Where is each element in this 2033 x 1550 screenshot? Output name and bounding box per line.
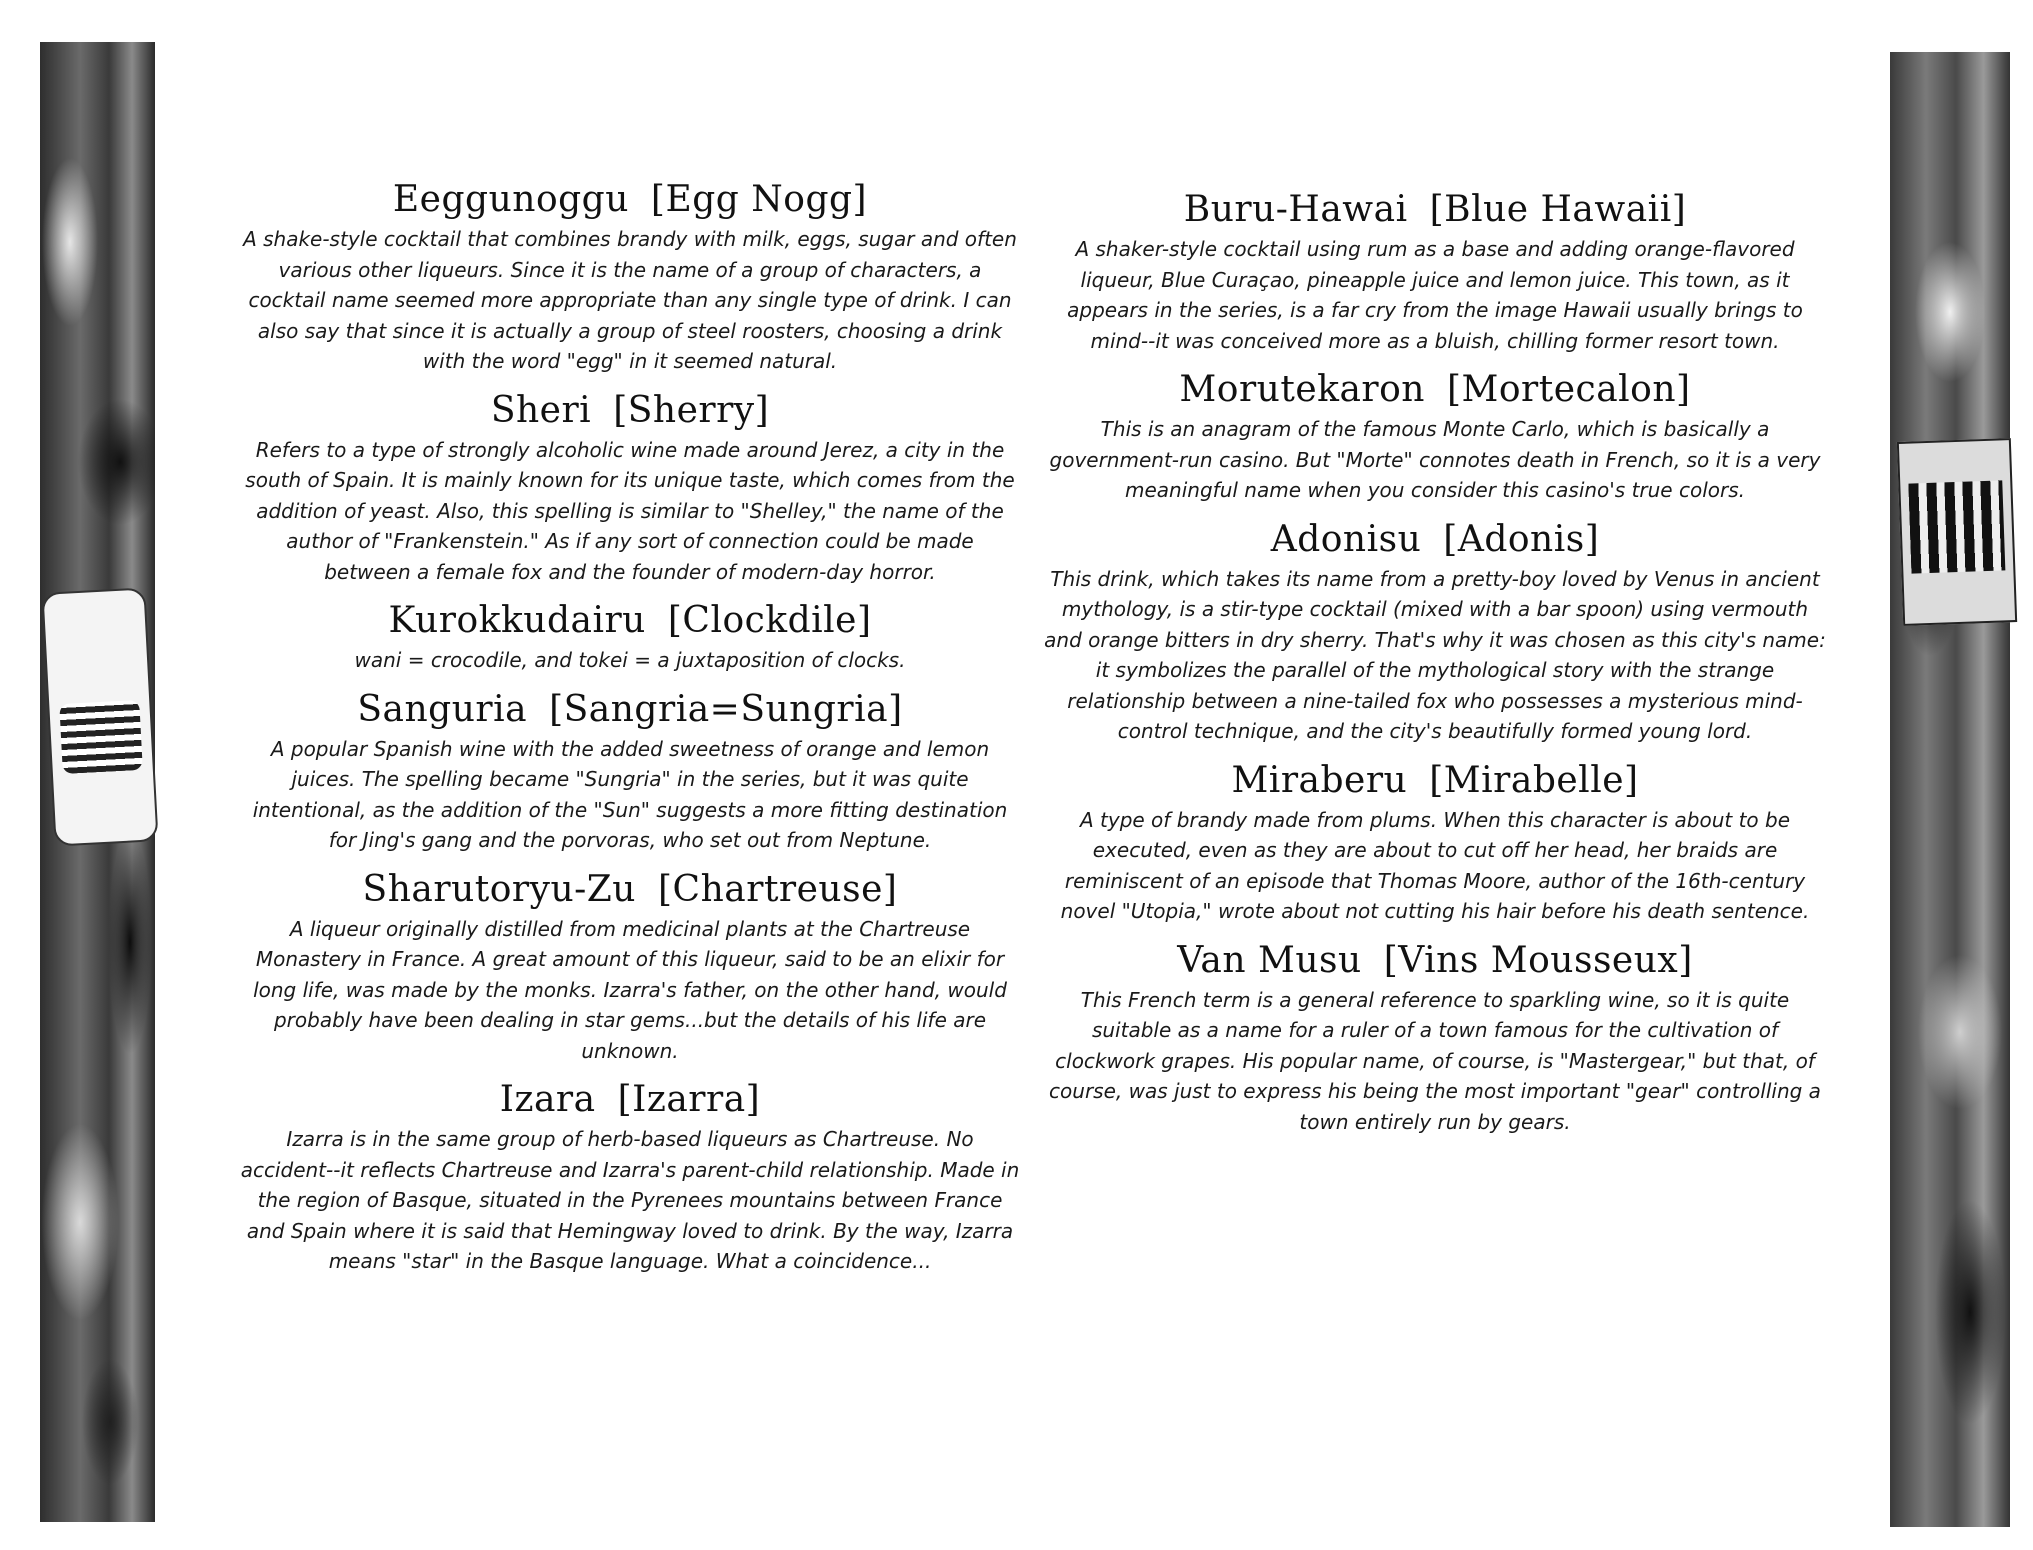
entry-body: A shaker-style cocktail using rum as a base and adding orange-flavored liqueur, Blue Curaçao, pineapple juice and lemon juice. This town, as it appears in the series, is a far cry from the image Hawaii usually brings to mind--it was conceived more as a bluish, chilling former resort town. [1067,237,1803,353]
entry-mortecalon [1040,368,1830,506]
entry-translation: [Vins Mousseux] [1383,939,1693,981]
entry-name: Kurokkudairu [388,600,646,641]
entry-translation: [Adonis] [1443,518,1600,560]
left-art-sign-lettering [59,700,143,774]
entry-title [1040,368,1830,412]
entry-vins-mousseux [1040,939,1830,1138]
right-text-column [1040,188,1830,1149]
entry-name: Van Musu [1177,939,1362,981]
entry-name: Eeggunoggu [392,179,629,220]
entry-title [240,599,1020,643]
entry-sangria [240,688,1020,856]
entry-mirabelle [1040,759,1830,927]
entry-body: Refers to a type of strongly alcoholic wine made around Jerez, a city in the south of Spain. It is mainly known for its unique taste, which comes from the addition of yeast. Also, this spelling is similar to "Shelley," the name of the author of "Frankenstein." As if any sort of connection could be made between a female fox and the founder of modern-day horror. [245,437,1015,584]
entry-name: Sanguria [357,688,528,730]
entry-body: Izarra is in the same group of herb-based liqueurs as Chartreuse. No accident--it reflects Chartreuse and Izarra's parent-child relationship. Made in the region of Basque, situated in the Pyrenees mountains between France and Spain where it is said that Hemingway loved to drink. By the way, Izarra means "star" in the Basque language. What a coincidence... [240,1127,1020,1273]
entry-translation: [Sherry] [613,389,770,431]
entry-name: Izara [499,1079,596,1120]
entry-translation: [Mirabelle] [1429,759,1639,801]
entry-title [1040,188,1830,232]
entry-body: A shake-style cocktail that combines brandy with milk, eggs, sugar and often various other liqueurs. Since it is the name of a group of characters, a cocktail name seemed more appropriate than any single type of drink. I can also say that since it is actually a group of steel roosters, choosing a drink with the word "egg" in it seemed natural. [243,227,1017,373]
entry-translation: [Mortecalon] [1446,369,1691,410]
entry-sherry [240,389,1020,588]
entry-egg-nogg [240,178,1020,377]
entry-body: A type of brandy made from plums. When this character is about to be executed, even as they are about to cut off her head, her braids are reminiscent of an episode that Thomas Moore, author of the 16th-century novel "Utopia," wrote about not cutting his hair before his death sentence. [1060,807,1810,923]
entry-name: Sheri [490,389,592,431]
entry-blue-hawaii [1040,188,1830,356]
entry-body: This is an anagram of the famous Monte Carlo, which is basically a government-run casino. But "Morte" connotes death in French, so it is a very meaningful name when you consider this casino's true colors. [1049,417,1821,502]
entry-title [240,1078,1020,1122]
entry-translation: [Clockdile] [667,600,872,641]
entry-chartreuse [240,868,1020,1067]
left-art-sign [41,587,158,846]
entry-name: Sharutoryu-Zu [362,868,636,910]
entry-body: A liqueur originally distilled from medicinal plants at the Chartreuse Monastery in France. A great amount of this liqueur, said to be an elixir for long life, was made by the monks. Izarra's father, on the other hand, would probably have been dealing in star gems...but the details of his life are unknown. [253,916,1007,1063]
entry-adonis [1040,518,1830,747]
entry-title [1040,518,1830,562]
entry-title [240,178,1020,222]
entry-name: Miraberu [1231,759,1408,801]
entry-translation: [Egg Nogg] [650,179,868,220]
right-art-strip [1890,52,2010,1527]
entry-title [1040,759,1830,803]
entry-name: Buru-Hawai [1183,189,1408,230]
entry-body: wani = crocodile, and tokei = a juxtaposition of clocks. [354,648,906,672]
entry-title [240,868,1020,912]
entry-translation: [Blue Hawaii] [1429,189,1687,230]
left-text-column [240,178,1020,1289]
right-art-sign-lettering [1908,480,2005,573]
entry-clockdile [240,599,1020,676]
entry-name: Morutekaron [1179,369,1425,410]
entry-name: Adonisu [1270,518,1422,560]
entry-body: This drink, which takes its name from a pretty-boy loved by Venus in ancient mythology, is a stir-type cocktail (mixed with a bar spoon) using vermouth and orange bitters in dry sherry. That's why it was chosen as this city's name: it symbolizes the parallel of the mythological story with the strange relationship between a nine-tailed fox who possesses a mysterious mind-control technique, and the city's beautifully formed young lord. [1044,566,1826,743]
entry-title [240,688,1020,732]
entry-body: This French term is a general reference to sparkling wine, so it is quite suitable as a name for a ruler of a town famous for the cultivation of clockwork grapes. His popular name, of course, is "Mastergear," but that, of course, was just to express his being the most important "gear" controlling a town entirely run by gears. [1049,987,1821,1134]
entry-title [1040,939,1830,983]
entry-translation: [Sangria=Sungria] [549,688,903,730]
entry-izarra [240,1078,1020,1277]
entry-title [240,389,1020,433]
entry-translation: [Chartreuse] [658,868,898,910]
entry-translation: [Izarra] [617,1079,761,1120]
right-art-sign [1897,438,2017,626]
entry-body: A popular Spanish wine with the added sweetness of orange and lemon juices. The spelling became "Sungria" in the series, but it was quite intentional, as the addition of the "Sun" suggests a more fitting destination for Jing's gang and the porvoras, who set out from Neptune. [252,736,1008,852]
